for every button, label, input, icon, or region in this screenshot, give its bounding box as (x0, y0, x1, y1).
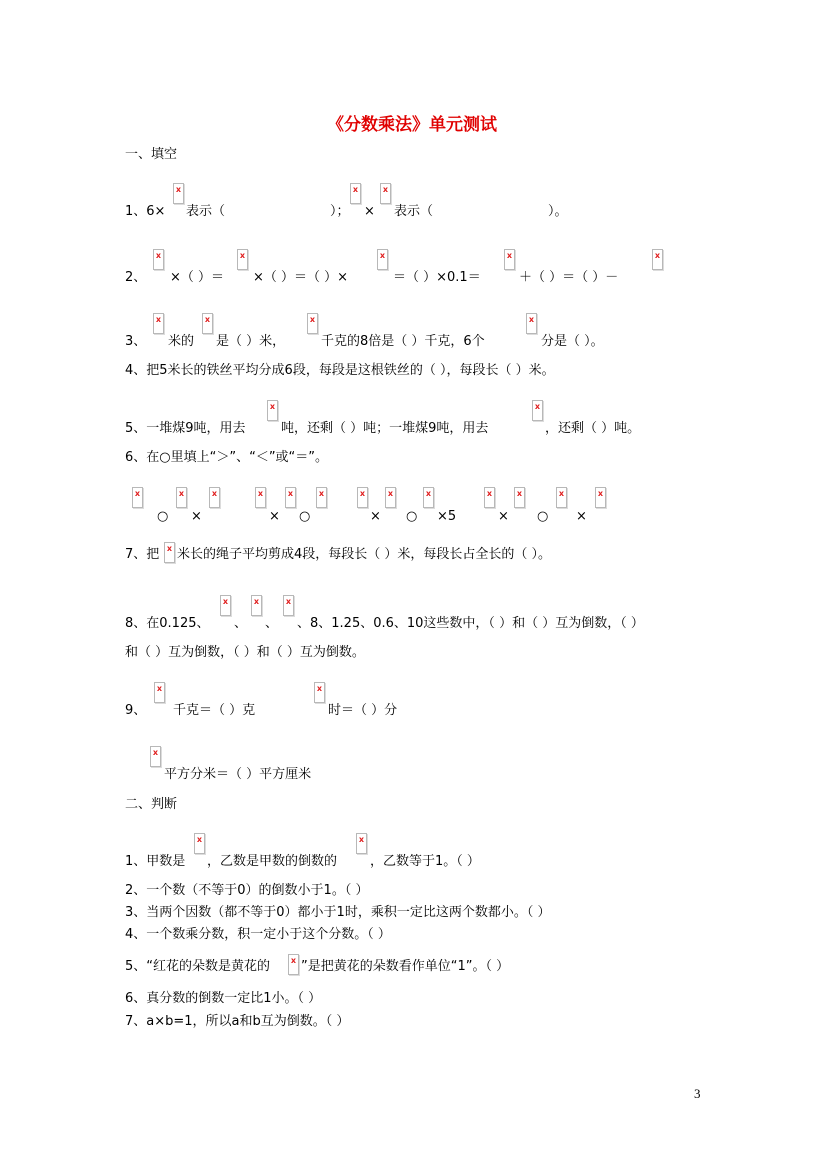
text: ×（ ）＝ (170, 270, 225, 285)
text: ○ (537, 509, 549, 524)
text: × (576, 509, 587, 524)
broken-image-icon (556, 487, 567, 508)
broken-image-icon (255, 487, 266, 508)
broken-image-icon (595, 487, 606, 508)
text: ，乙数是甲数的倒数的 (207, 854, 338, 869)
broken-image-icon (202, 313, 213, 334)
text: 千克＝（ ）克 (173, 703, 256, 718)
text: × (370, 509, 381, 524)
text: 2、一个数（不等于0）的倒数小于1。（ ） (125, 883, 369, 898)
text: 6、在○里填上“＞”、“＜”或“＝”。 (125, 450, 329, 465)
text: 、8、1.25、0.6、10这些数中，（ ）和（ ）互为倒数，（ ） (297, 616, 644, 631)
text: 、 (234, 616, 248, 631)
text: 8、在0.125、 (125, 616, 210, 631)
text: ，还剩（ ）吨。 (545, 421, 641, 436)
broken-image-icon (132, 487, 143, 508)
text: 平方分米＝（ ）平方厘米 (164, 767, 312, 782)
broken-image-icon (385, 487, 396, 508)
broken-image-icon (350, 183, 361, 204)
broken-image-icon (251, 595, 262, 616)
page-number: 3 (694, 1086, 701, 1101)
text: × (269, 509, 280, 524)
text: 时＝（ ）分 (328, 703, 398, 718)
text: 6、真分数的倒数一定比1小。（ ） (125, 991, 322, 1006)
broken-image-icon (307, 313, 318, 334)
text: 1、甲数是 (125, 854, 186, 869)
section-heading: 一、填空 (125, 147, 178, 162)
broken-image-icon (150, 746, 161, 767)
text: ×5 (437, 509, 457, 524)
broken-image-icon (285, 487, 296, 508)
text: 、 (265, 616, 279, 631)
text: × (191, 509, 202, 524)
broken-image-icon (283, 595, 294, 616)
text: ，乙数等于1。（ ） (370, 854, 480, 869)
text: 5、一堆煤9吨，用去 (125, 421, 246, 436)
broken-image-icon (154, 682, 165, 703)
broken-image-icon (237, 249, 248, 270)
text: ）； (330, 204, 350, 219)
text: × (364, 204, 375, 219)
text: ）。 (548, 204, 568, 219)
text: ×（ ）＝（ ）× (253, 270, 349, 285)
broken-image-icon (514, 487, 525, 508)
broken-image-icon (153, 249, 164, 270)
text: 是（ ）米， (216, 334, 286, 349)
text: 吨，还剩（ ）吨；一堆煤9吨，用去 (281, 421, 489, 436)
broken-image-icon (356, 833, 367, 854)
broken-image-icon (288, 954, 299, 975)
text: 3、 (125, 334, 147, 349)
broken-image-icon (209, 487, 220, 508)
broken-image-icon (173, 183, 184, 204)
page-title: 《分数乘法》单元测试 (327, 115, 497, 135)
text: ”是把黄花的朵数看作单位“1”。（ ） (301, 959, 510, 974)
broken-image-icon (164, 542, 175, 563)
text: 5、“红花的朵数是黄花的 (125, 959, 271, 974)
text: 7、a×b=1，所以a和b互为倒数。（ ） (125, 1014, 350, 1029)
broken-image-icon (357, 487, 368, 508)
text: 9、 (125, 703, 147, 718)
text: ＝（ ）×0.1＝ (393, 270, 481, 285)
broken-image-icon (194, 833, 205, 854)
text: 4、把5米长的铁丝平均分成6段，每段是这根铁丝的（ ），每段长（ ）米。 (125, 363, 555, 378)
broken-image-icon (526, 313, 537, 334)
text: 千克的8倍是（ ）千克，6个 (321, 334, 485, 349)
broken-image-icon (314, 682, 325, 703)
broken-image-icon (423, 487, 434, 508)
broken-image-icon (176, 487, 187, 508)
broken-image-icon (380, 183, 391, 204)
text: × (498, 509, 509, 524)
broken-image-icon (377, 249, 388, 270)
text: 1、6× (125, 204, 166, 219)
text: ○ (406, 509, 418, 524)
broken-image-icon (532, 400, 543, 421)
text: 2、 (125, 270, 147, 285)
broken-image-icon (652, 249, 663, 270)
text: 分是（ ）。 (541, 334, 604, 349)
text: ＋（ ）＝（ ）－ (519, 270, 619, 285)
text: ○ (157, 509, 169, 524)
broken-image-icon (484, 487, 495, 508)
text: 和（ ）互为倒数，（ ）和（ ）互为倒数。 (125, 645, 365, 660)
text: 3、当两个因数（都不等于0）都小于1时，乘积一定比这两个数都小。（ ） (125, 905, 551, 920)
broken-image-icon (316, 487, 327, 508)
broken-image-icon (220, 595, 231, 616)
text: 7、把 (125, 547, 160, 562)
text: ○ (299, 509, 311, 524)
broken-image-icon (267, 400, 278, 421)
broken-image-icon (504, 249, 515, 270)
broken-image-icon (153, 313, 164, 334)
text: 表示（ (394, 204, 434, 219)
text: 4、一个数乘分数，积一定小于这个分数。（ ） (125, 927, 391, 942)
text: 米的 (168, 334, 195, 349)
section-heading: 二、判断 (125, 797, 178, 812)
text: 表示（ (186, 204, 226, 219)
text: 米长的绳子平均剪成4段，每段长（ ）米，每段长占全长的（ ）。 (177, 547, 552, 562)
